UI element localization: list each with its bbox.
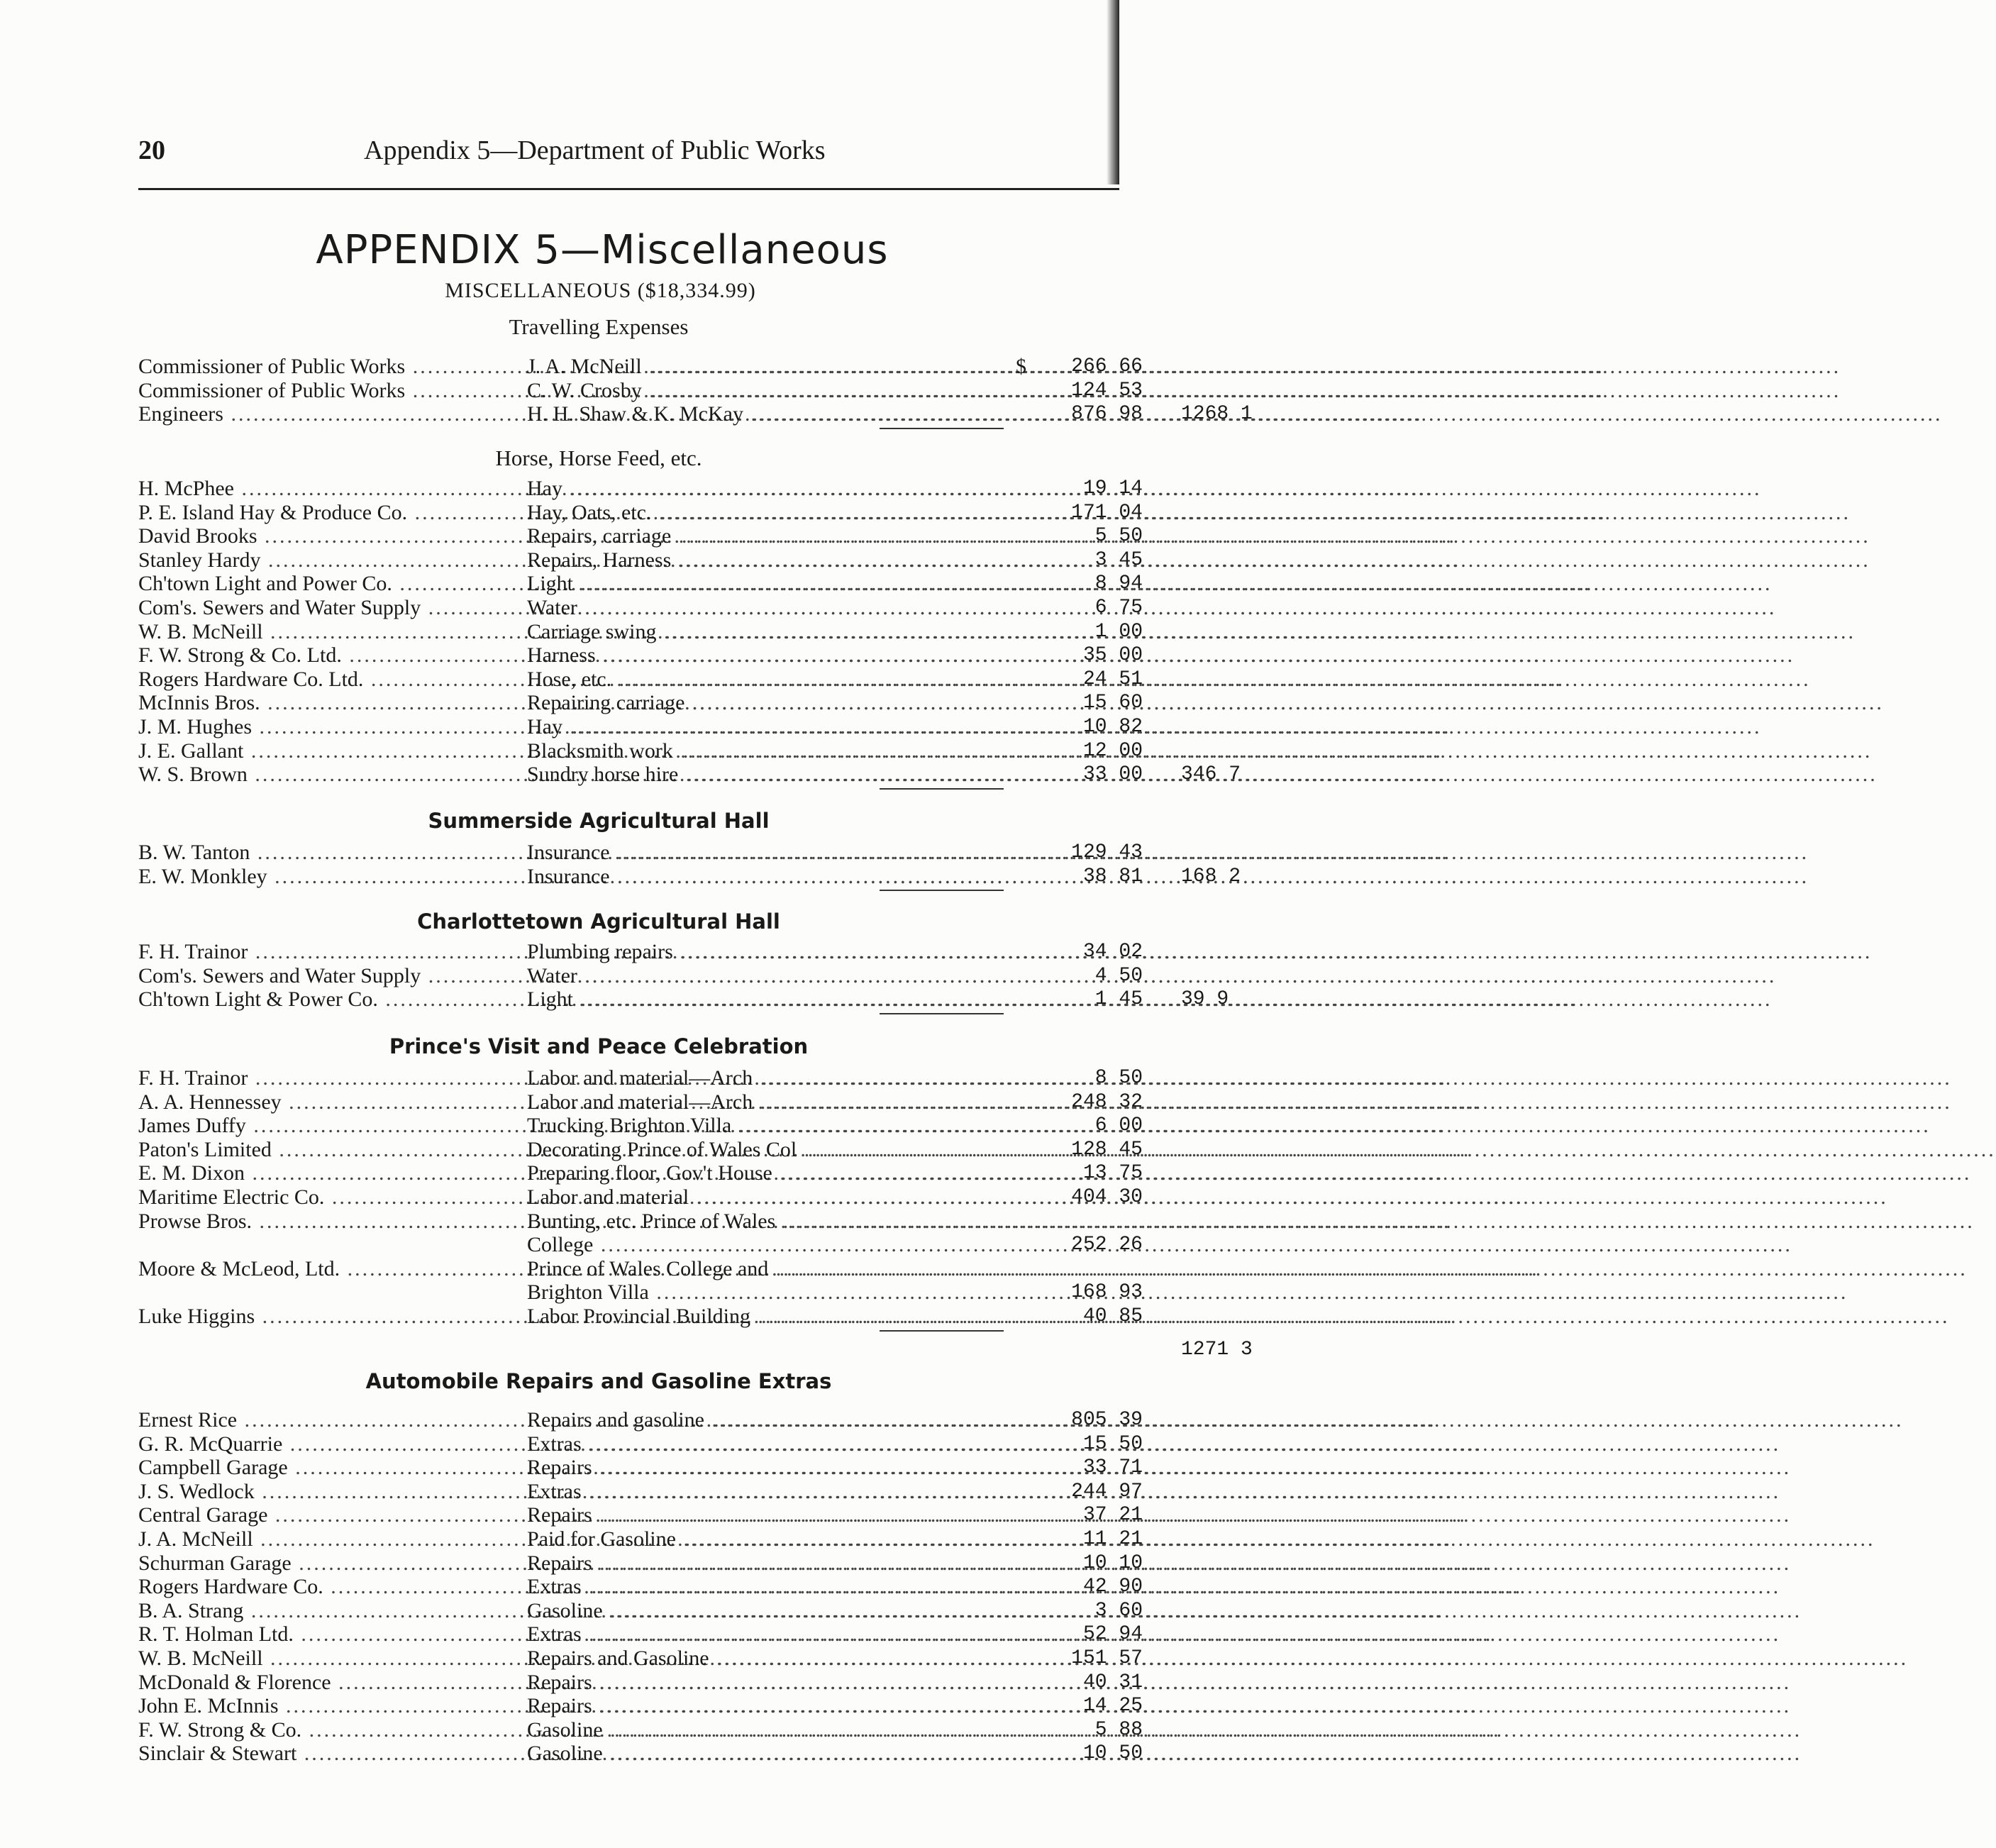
section-total: 346 7: [1181, 763, 1241, 786]
amount: 19 14: [1082, 477, 1143, 499]
amount: 4 50: [1094, 964, 1143, 987]
sum-rule: [880, 788, 1004, 790]
amount: 52 94: [1082, 1623, 1143, 1646]
amount: 8 94: [1094, 572, 1143, 595]
item-description: Paid for Gasoline .....: [527, 1527, 1018, 1551]
payee-name: Ch'town Light & Power Co. .....: [138, 987, 526, 1012]
amount: 171 04: [1071, 501, 1143, 524]
payee-name: Luke Higgins .....: [138, 1305, 526, 1329]
item-description: Repairs and gasoline .....: [527, 1408, 1018, 1432]
payee-name: F. W. Strong & Co. .....: [138, 1718, 526, 1742]
amount: 252 26: [1071, 1234, 1143, 1256]
amount: 10 82: [1082, 716, 1143, 738]
section-total: 1268 1: [1181, 403, 1253, 426]
payee-name: John E. McInnis .....: [138, 1694, 526, 1718]
item-description: Light .....: [527, 572, 1018, 596]
item-description: C. W. Crosby .....: [527, 379, 1018, 403]
table-row: [138, 643, 1143, 668]
amount: 248 32: [1071, 1090, 1143, 1113]
payee-name: Engineers .....: [138, 402, 526, 426]
item-description: Extras .....: [527, 1480, 1018, 1504]
payee-name: W. B. McNeill .....: [138, 1647, 526, 1671]
item-description: Gasoline .....: [527, 1742, 1018, 1766]
table-row: [138, 1137, 1143, 1162]
sum-rule: [880, 428, 1004, 429]
amount: 3 60: [1094, 1599, 1143, 1622]
item-description: Carriage swing .....: [527, 620, 1018, 644]
item-description: Gasoline .....: [527, 1599, 1018, 1623]
table-row: [138, 524, 1143, 548]
page-header: [138, 135, 1119, 163]
dollar-sign: $: [1016, 355, 1026, 378]
amount: 40 85: [1082, 1305, 1143, 1327]
payee-name: McInnis Bros. .....: [138, 691, 526, 715]
payee-name: W. B. McNeill .....: [138, 620, 526, 644]
item-description: Decorating Prince of Wales Col .....: [527, 1138, 1018, 1162]
item-description: Hay .....: [527, 477, 1018, 501]
amount: 38 81: [1082, 865, 1143, 887]
item-description: Hay .....: [527, 715, 1018, 739]
payee-name: Moore & McLeod, Ltd. .....: [138, 1257, 526, 1281]
payee-name: J. A. McNeill .....: [138, 1527, 526, 1551]
item-description: Gasoline .....: [527, 1718, 1018, 1742]
amount: 244 97: [1071, 1480, 1143, 1503]
table-row: [138, 1479, 1143, 1504]
table-row: [138, 500, 1143, 525]
section-heading: Charlottetown Agricultural Hall: [417, 909, 780, 934]
item-description: Repairs .....: [527, 1551, 1018, 1576]
payee-name: P. E. Island Hay & Produce Co. .....: [138, 501, 526, 525]
section-heading: Travelling Expenses: [509, 314, 689, 339]
amount: 12 00: [1082, 739, 1143, 762]
payee-name: Paton's Limited .....: [138, 1138, 526, 1162]
payee-name: Sinclair & Stewart .....: [138, 1742, 526, 1766]
page-number: 20: [138, 135, 165, 165]
amount: 129 43: [1071, 841, 1143, 863]
table-row: [138, 596, 1143, 620]
amount: 33 71: [1082, 1456, 1143, 1479]
table-row: [138, 667, 1143, 692]
amount: 128 45: [1071, 1138, 1143, 1161]
table-row: [138, 402, 1253, 426]
amount: 10 50: [1082, 1742, 1143, 1765]
table-row: [138, 619, 1143, 644]
item-description: Prince of Wales College and .....: [527, 1257, 1018, 1281]
table-row: [138, 1090, 1143, 1114]
table-row: [138, 1408, 1143, 1432]
payee-name: W. S. Brown .....: [138, 763, 526, 787]
item-description: Water .....: [527, 596, 1018, 620]
table-row: [138, 1503, 1143, 1527]
table-row: [138, 1209, 1143, 1257]
table-row: [138, 1114, 1143, 1138]
payee-name: Schurman Garage .....: [138, 1551, 526, 1576]
amount: 5 50: [1094, 525, 1143, 548]
amount: 8 50: [1094, 1067, 1143, 1089]
table-row: [138, 378, 1143, 403]
item-description: Preparing floor, Gov't House .....: [527, 1161, 1018, 1185]
payee-name: H. McPhee .....: [138, 477, 526, 501]
item-description: Trucking Brighton Villa .....: [527, 1114, 1018, 1138]
table-row: [138, 1742, 1143, 1766]
item-description: Repairs .....: [527, 1503, 1018, 1527]
table-row: [138, 1575, 1143, 1599]
item-description: Labor Provincial Building .....: [527, 1305, 1018, 1329]
table-row: [138, 1717, 1143, 1742]
section-heading: Prince's Visit and Peace Celebration: [389, 1034, 809, 1058]
table-row: [138, 963, 1143, 988]
amount: 15 60: [1082, 692, 1143, 714]
item-description: Repairing carriage .....: [527, 691, 1018, 715]
table-row: [138, 1432, 1143, 1456]
item-description: Extras .....: [527, 1622, 1018, 1647]
item-description: H. H. Shaw & K. McKay .....: [527, 402, 1018, 426]
amount: 1 00: [1094, 620, 1143, 643]
table-row: [138, 477, 1143, 501]
payee-name: E. M. Dixon .....: [138, 1161, 526, 1185]
table-row: [138, 987, 1229, 1012]
amount: 1 45: [1094, 988, 1143, 1011]
amount: 3 45: [1094, 548, 1143, 571]
amount: 124 53: [1071, 379, 1143, 402]
payee-name: F. H. Trainor .....: [138, 1066, 526, 1090]
payee-name: Commissioner of Public Works .....: [138, 379, 526, 403]
table-row: [138, 1066, 1143, 1090]
amount: 805 39: [1071, 1409, 1143, 1431]
payee-name: R. T. Holman Ltd. .....: [138, 1622, 526, 1647]
item-description: Bunting, etc. Prince of Wales .....: [527, 1210, 1018, 1234]
item-description: Hay, Oats, etc. .....: [527, 501, 1018, 525]
item-description: Repairs and Gasoline .....: [527, 1647, 1018, 1671]
amount: 40 31: [1082, 1671, 1143, 1693]
table-row: [138, 1305, 1253, 1361]
item-description: Repairs, carriage .....: [527, 524, 1018, 548]
payee-name: F. W. Strong & Co. Ltd. .....: [138, 643, 526, 668]
section-heading: Horse, Horse Feed, etc.: [495, 446, 702, 470]
table-row: [138, 715, 1143, 739]
table-row: [138, 1161, 1143, 1185]
payee-name: E. W. Monkley .....: [138, 865, 526, 889]
amount: 5 88: [1094, 1718, 1143, 1741]
table-row: [138, 572, 1143, 596]
payee-name: Stanley Hardy .....: [138, 548, 526, 572]
table-row: [138, 548, 1143, 572]
payee-name: Central Garage .....: [138, 1503, 526, 1527]
item-description: Harness .....: [527, 643, 1018, 668]
payee-name: James Duffy .....: [138, 1114, 526, 1138]
section-total: 39 9: [1181, 988, 1229, 1011]
amount: 168 93: [1071, 1281, 1143, 1304]
item-description: Extras .....: [527, 1575, 1018, 1599]
item-description-cont: Brighton Villa .....: [527, 1280, 1018, 1305]
payee-name: Prowse Bros. .....: [138, 1210, 526, 1234]
amount: 11 21: [1082, 1528, 1143, 1550]
item-description: Labor and material—Arch .....: [527, 1090, 1018, 1114]
table-row: [138, 763, 1241, 787]
sum-rule: [880, 1330, 1004, 1332]
amount: 42 90: [1082, 1576, 1143, 1598]
amount: 151 57: [1071, 1647, 1143, 1669]
table-row: [138, 1527, 1143, 1551]
table-row: [138, 940, 1143, 964]
amount: 33 00: [1082, 763, 1143, 786]
table-row: [138, 1598, 1143, 1623]
payee-name: David Brooks .....: [138, 524, 526, 548]
item-description: Water .....: [527, 964, 1018, 988]
amount: 404 30: [1071, 1186, 1143, 1208]
payee-name: F. H. Trainor .....: [138, 940, 526, 964]
amount: 24 51: [1082, 668, 1143, 690]
item-description: Labor and material .....: [527, 1185, 1018, 1210]
amount: 35 00: [1082, 644, 1143, 667]
item-description: Extras .....: [527, 1432, 1018, 1456]
amount: 15 50: [1082, 1432, 1143, 1455]
payee-name: B. W. Tanton .....: [138, 841, 526, 865]
sum-rule: [880, 890, 1004, 891]
payee-name: Maritime Electric Co. .....: [138, 1185, 526, 1210]
amount: 37 21: [1082, 1504, 1143, 1527]
payee-name: J. M. Hughes .....: [138, 715, 526, 739]
item-description: Plumbing repairs .....: [527, 940, 1018, 964]
table-row: [138, 355, 1143, 379]
item-description: Blacksmith work .....: [527, 739, 1018, 763]
table-row: [138, 1256, 1143, 1305]
amount: 6 00: [1094, 1114, 1143, 1137]
payee-name: Rogers Hardware Co. .....: [138, 1575, 526, 1599]
table-row: [138, 1185, 1143, 1210]
item-description: Light .....: [527, 987, 1018, 1012]
payee-name: Ch'town Light and Power Co. .....: [138, 572, 526, 596]
section-heading: Automobile Repairs and Gasoline Extras: [365, 1369, 832, 1393]
table-row: [138, 691, 1143, 715]
header-rule: [138, 188, 1119, 190]
page-subtitle: MISCELLANEOUS ($18,334.99): [445, 279, 756, 302]
table-row: [138, 1622, 1143, 1647]
item-description: Repairs, Harness .....: [527, 548, 1018, 572]
item-description: Repairs .....: [527, 1694, 1018, 1718]
section-total: 1271 3: [1181, 1339, 1253, 1361]
amount: 266 66: [1071, 355, 1143, 377]
payee-name: Ernest Rice .....: [138, 1408, 526, 1432]
payee-name: Com's. Sewers and Water Supply .....: [138, 964, 526, 988]
amount: 13 75: [1082, 1162, 1143, 1185]
payee-name: McDonald & Florence .....: [138, 1671, 526, 1695]
item-description: Repairs .....: [527, 1456, 1018, 1480]
table-row: [138, 738, 1143, 763]
table-row: [138, 1551, 1143, 1576]
amount: 34 02: [1082, 941, 1143, 963]
item-description: Hose, etc. .....: [527, 668, 1018, 692]
payee-name: Campbell Garage .....: [138, 1456, 526, 1480]
amount: 876 98: [1071, 403, 1143, 426]
payee-name: G. R. McQuarrie .....: [138, 1432, 526, 1456]
table-row: [138, 1456, 1143, 1480]
payee-name: Rogers Hardware Co. Ltd. .....: [138, 668, 526, 692]
item-description: Repairs .....: [527, 1671, 1018, 1695]
item-description-cont: College .....: [527, 1233, 1018, 1257]
sum-rule: [880, 1013, 1004, 1014]
table-row: [138, 1647, 1143, 1671]
item-description: Labor and material—Arch .....: [527, 1066, 1018, 1090]
table-row: [138, 1694, 1143, 1718]
page-title: APPENDIX 5—Miscellaneous: [316, 227, 889, 273]
table-row: [138, 1670, 1143, 1695]
payee-name: J. S. Wedlock .....: [138, 1480, 526, 1504]
payee-name: B. A. Strang .....: [138, 1599, 526, 1623]
running-head: Appendix 5—Department of Public Works: [364, 135, 826, 165]
item-description: Insurance .....: [527, 841, 1018, 865]
table-row: [138, 841, 1143, 865]
item-description: Sundry horse hire .....: [527, 763, 1018, 787]
amount: 14 25: [1082, 1695, 1143, 1717]
payee-name: A. A. Hennessey .....: [138, 1090, 526, 1114]
amount: 10 10: [1082, 1551, 1143, 1574]
section-total: 168 2: [1181, 865, 1241, 887]
payee-name: Com's. Sewers and Water Supply .....: [138, 596, 526, 620]
payee-name: J. E. Gallant .....: [138, 739, 526, 763]
amount: 6 75: [1094, 597, 1143, 619]
payee-name: Commissioner of Public Works .....: [138, 355, 526, 379]
item-description: J. A. McNeill .....: [527, 355, 1018, 379]
table-row: [138, 864, 1241, 889]
section-heading: Summerside Agricultural Hall: [428, 809, 770, 833]
item-description: Insurance .....: [527, 865, 1018, 889]
